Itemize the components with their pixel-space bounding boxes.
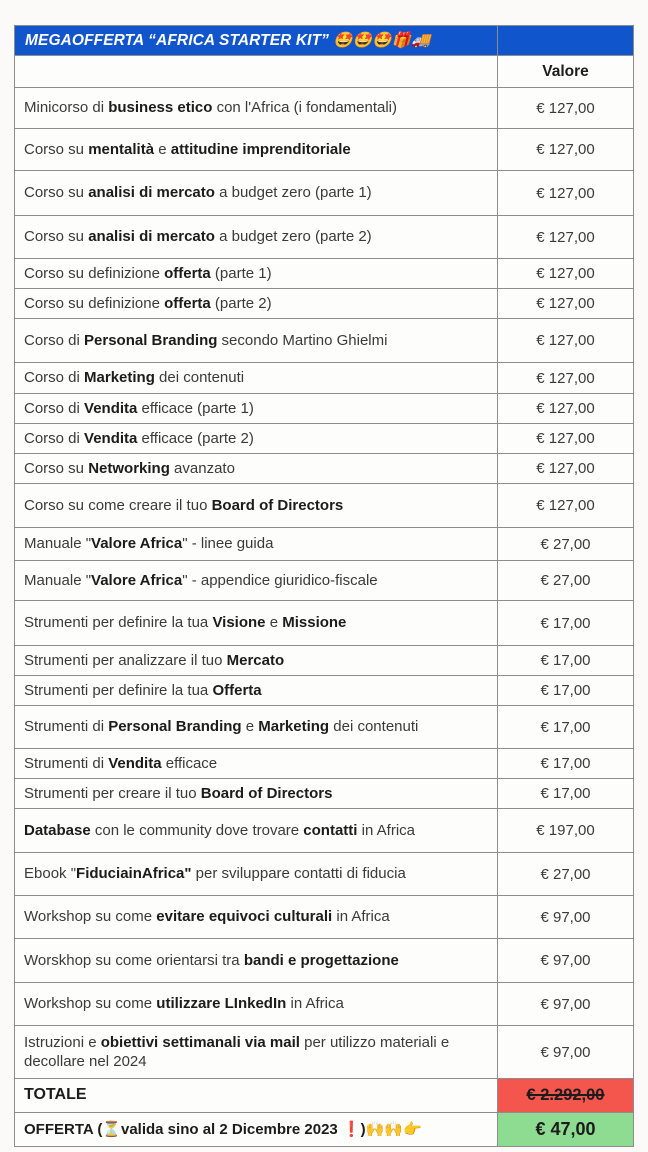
item-label: Worskhop su come orientarsi tra bandi e progettazione bbox=[15, 939, 498, 983]
table-row bbox=[15, 259, 634, 289]
item-label: Corso su definizione offerta (parte 1) bbox=[15, 259, 498, 289]
table-row bbox=[15, 896, 634, 939]
table-title-row bbox=[15, 26, 634, 56]
item-label: Istruzioni e obiettivi settimanali via mail per utilizzo materiali e decollare nel 2024 bbox=[15, 1026, 498, 1079]
table-row bbox=[15, 676, 634, 706]
table-row bbox=[15, 983, 634, 1026]
item-label: Strumenti di Vendita efficace bbox=[15, 749, 498, 779]
offerta-row bbox=[15, 1113, 634, 1147]
offer-label: OFFERTA (⏳valida sino al 2 Dicembre 2023 ❗)🙌🙌👉 bbox=[15, 1113, 498, 1147]
item-value: € 127,00 bbox=[498, 88, 634, 129]
item-value: € 127,00 bbox=[498, 216, 634, 259]
item-value: € 97,00 bbox=[498, 939, 634, 983]
item-label: Corso di Marketing dei contenuti bbox=[15, 363, 498, 394]
table-row bbox=[15, 646, 634, 676]
item-value: € 127,00 bbox=[498, 319, 634, 363]
item-value: € 97,00 bbox=[498, 983, 634, 1026]
totale-row bbox=[15, 1079, 634, 1113]
table-row bbox=[15, 129, 634, 171]
table-row bbox=[15, 853, 634, 896]
item-label: Corso di Personal Branding secondo Martino Ghielmi bbox=[15, 319, 498, 363]
table-row bbox=[15, 1026, 634, 1079]
item-label: Database con le community dove trovare contatti in Africa bbox=[15, 809, 498, 853]
table-row bbox=[15, 939, 634, 983]
item-label: Strumenti per definire la tua Visione e Missione bbox=[15, 601, 498, 646]
item-label: Strumenti per creare il tuo Board of Directors bbox=[15, 779, 498, 809]
table-row bbox=[15, 706, 634, 749]
table-title-spacer-cell bbox=[498, 26, 634, 56]
items-body bbox=[15, 88, 634, 1079]
table-row bbox=[15, 779, 634, 809]
item-label: Corso di Vendita efficace (parte 2) bbox=[15, 424, 498, 454]
item-label: Corso su analisi di mercato a budget zero (parte 1) bbox=[15, 171, 498, 216]
item-value: € 97,00 bbox=[498, 1026, 634, 1079]
item-value: € 127,00 bbox=[498, 129, 634, 171]
item-label: Corso di Vendita efficace (parte 1) bbox=[15, 394, 498, 424]
table-row bbox=[15, 749, 634, 779]
item-value: € 17,00 bbox=[498, 646, 634, 676]
total-label: TOTALE bbox=[15, 1079, 498, 1113]
item-label: Manuale "Valore Africa" - appendice giuridico-fiscale bbox=[15, 561, 498, 601]
table-row bbox=[15, 394, 634, 424]
item-value: € 17,00 bbox=[498, 601, 634, 646]
item-label: Strumenti per analizzare il tuo Mercato bbox=[15, 646, 498, 676]
table-title-cell bbox=[15, 26, 498, 56]
item-value: € 127,00 bbox=[498, 424, 634, 454]
table-row bbox=[15, 528, 634, 561]
table-row bbox=[15, 809, 634, 853]
item-value: € 17,00 bbox=[498, 749, 634, 779]
table-row bbox=[15, 319, 634, 363]
item-label: Corso su Networking avanzato bbox=[15, 454, 498, 484]
item-label: Manuale "Valore Africa" - linee guida bbox=[15, 528, 498, 561]
item-value: € 97,00 bbox=[498, 896, 634, 939]
table-row bbox=[15, 88, 634, 129]
item-value: € 197,00 bbox=[498, 809, 634, 853]
item-value: € 27,00 bbox=[498, 561, 634, 601]
table-row bbox=[15, 171, 634, 216]
item-label: Strumenti per definire la tua Offerta bbox=[15, 676, 498, 706]
item-label: Ebook "FiduciainAfrica" per sviluppare contatti di fiducia bbox=[15, 853, 498, 896]
table-row bbox=[15, 216, 634, 259]
item-label: Workshop su come evitare equivoci culturali in Africa bbox=[15, 896, 498, 939]
table-row bbox=[15, 561, 634, 601]
table-row bbox=[15, 363, 634, 394]
item-value: € 17,00 bbox=[498, 779, 634, 809]
item-value: € 127,00 bbox=[498, 394, 634, 424]
item-label: Workshop su come utilizzare LInkedIn in Africa bbox=[15, 983, 498, 1026]
table-row bbox=[15, 454, 634, 484]
item-label: Strumenti di Personal Branding e Marketing dei contenuti bbox=[15, 706, 498, 749]
table-title: MEGAOFFERTA “AFRICA STARTER KIT” 🤩🤩🤩🎁🚚 bbox=[25, 32, 431, 49]
table-row bbox=[15, 601, 634, 646]
offer-table bbox=[14, 25, 634, 1147]
value-header-spacer-cell bbox=[15, 56, 498, 88]
item-value: € 17,00 bbox=[498, 676, 634, 706]
item-label: Corso su mentalità e attitudine imprenditoriale bbox=[15, 129, 498, 171]
item-value: € 17,00 bbox=[498, 706, 634, 749]
table-row bbox=[15, 424, 634, 454]
item-value: € 127,00 bbox=[498, 363, 634, 394]
item-label: Minicorso di business etico con l'Africa (i fondamentali) bbox=[15, 88, 498, 129]
value-header-row bbox=[15, 56, 634, 88]
item-label: Corso su come creare il tuo Board of Directors bbox=[15, 484, 498, 528]
table-row bbox=[15, 484, 634, 528]
item-value: € 127,00 bbox=[498, 259, 634, 289]
total-value: € 2.292,00 bbox=[498, 1079, 634, 1113]
offer-value: € 47,00 bbox=[498, 1113, 634, 1147]
value-column-header: Valore bbox=[498, 56, 634, 88]
item-label: Corso su analisi di mercato a budget zero (parte 2) bbox=[15, 216, 498, 259]
item-value: € 127,00 bbox=[498, 289, 634, 319]
item-value: € 127,00 bbox=[498, 454, 634, 484]
table-row bbox=[15, 289, 634, 319]
item-value: € 27,00 bbox=[498, 853, 634, 896]
item-value: € 127,00 bbox=[498, 171, 634, 216]
item-label: Corso su definizione offerta (parte 2) bbox=[15, 289, 498, 319]
item-value: € 127,00 bbox=[498, 484, 634, 528]
item-value: € 27,00 bbox=[498, 528, 634, 561]
